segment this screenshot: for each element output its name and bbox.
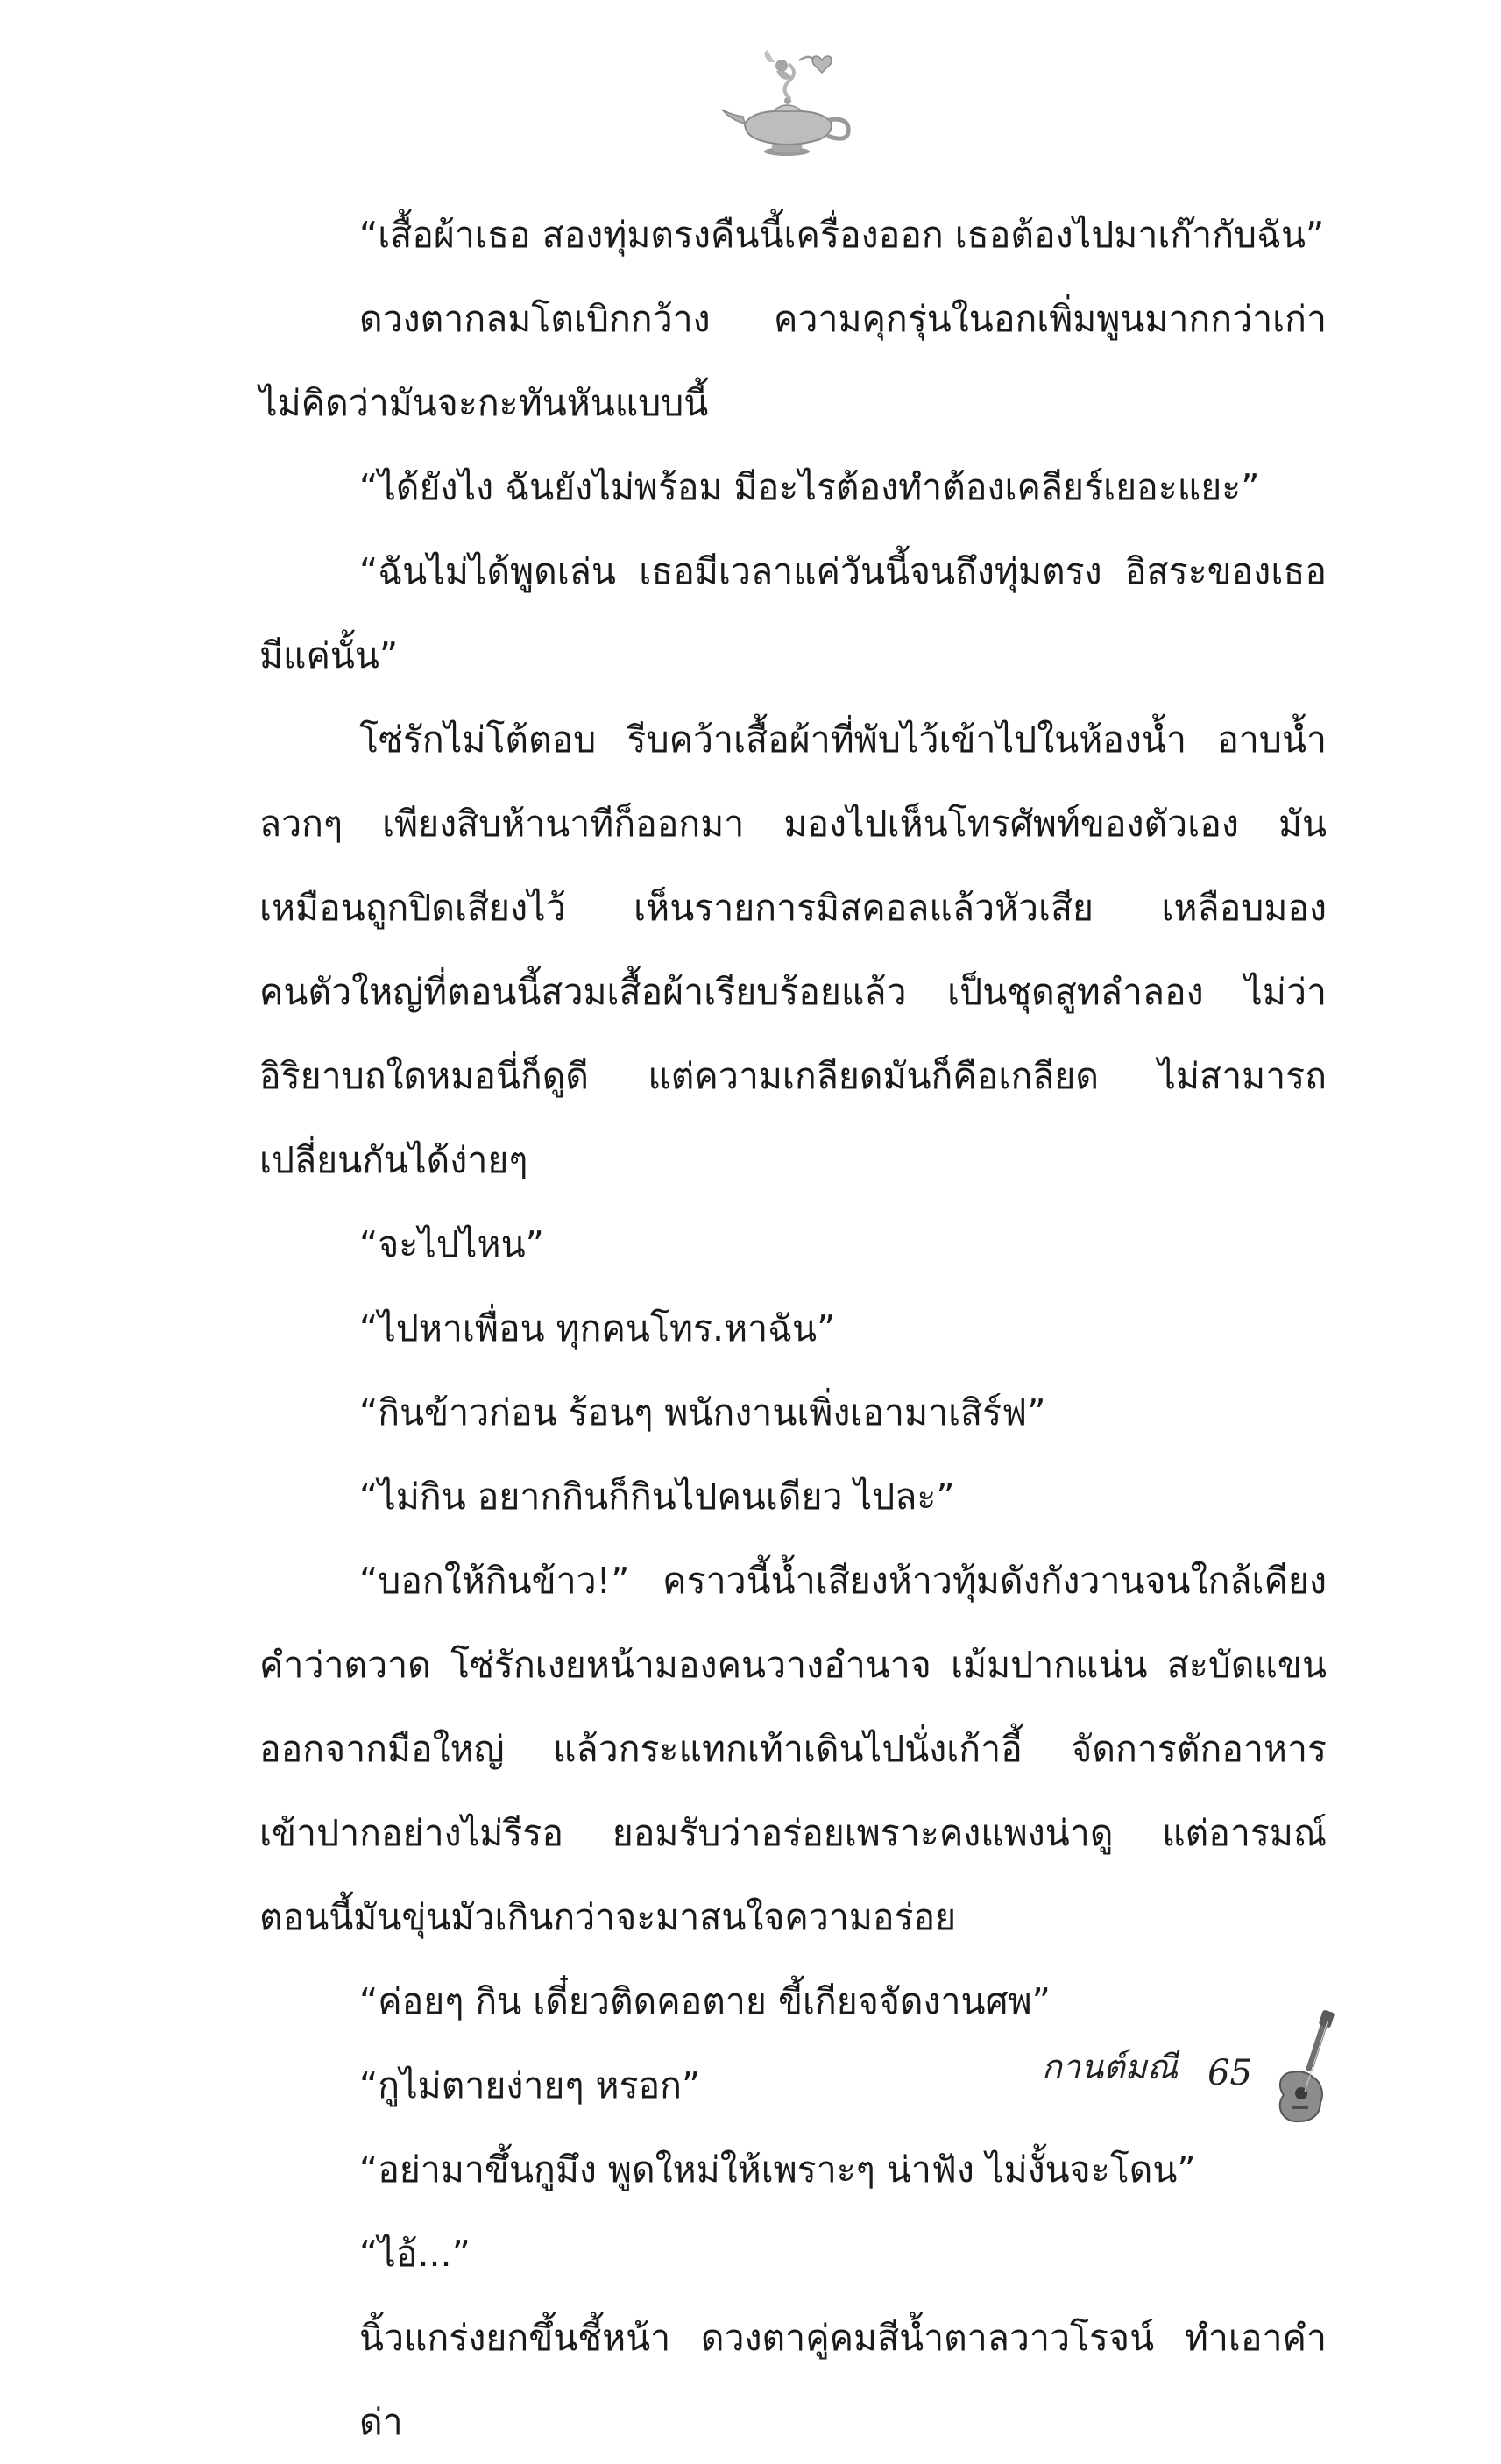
text-line: นิ้วแกร่งยกขึ้นชี้หน้า ดวงตาคู่คมสีน้ำตาลวาวโรจน์ ทำเอาคำด่า: [359, 2317, 1327, 2443]
text-line: เปลี่ยนกันได้ง่ายๆ: [259, 1139, 528, 1181]
text-line: “อย่ามาขึ้นกูมึง พูดใหม่ให้เพราะๆ น่าฟัง ไม่งั้นจะโดน”: [359, 2149, 1196, 2191]
text-line: โซ่รักไม่โต้ตอบ รีบคว้าเสื้อผ้าที่พับไว้เข้าไปในห้องน้ำ อาบน้ำ: [359, 719, 1327, 761]
text-line: ลวกๆ เพียงสิบห้านาทีก็ออกมา มองไปเห็นโทรศัพท์ของตัวเอง มัน: [259, 803, 1327, 845]
text-line: มีแค่นั้น”: [259, 634, 399, 676]
text-line: “ฉันไม่ได้พูดเล่น เธอมีเวลาแค่วันนี้จนถึงทุ่มตรง อิสระของเธอ: [359, 550, 1327, 592]
text-line: ตอนนี้มันขุ่นมัวเกินกว่าจะมาสนใจความอร่อย: [259, 1896, 957, 1938]
text-line: ไม่คิดว่ามันจะกะทันหันแบบนี้: [259, 382, 709, 424]
text-line: คนตัวใหญ่ที่ตอนนี้สวมเสื้อผ้าเรียบร้อยแล้ว เป็นชุดสูทลำลอง ไม่ว่า: [259, 971, 1327, 1013]
text-line: “ไปหาเพื่อน ทุกคนโทร.หาฉัน”: [359, 1307, 836, 1349]
text-line: คำว่าตวาด โซ่รักเงยหน้ามองคนวางอำนาจ เม้มปากแน่น สะบัดแขน: [259, 1644, 1327, 1686]
text-line: เหมือนถูกปิดเสียงไว้ เห็นรายการมิสคอลแล้วหัวเสีย เหลือบมอง: [259, 887, 1327, 929]
footer-book-title: กานต์มณี: [1041, 2048, 1179, 2086]
genie-lamp-with-cupid-icon: [719, 48, 859, 162]
acoustic-guitar-icon: [1273, 2011, 1343, 2125]
page-number: 65: [1207, 2053, 1252, 2093]
text-line: “ได้ยังไง ฉันยังไม่พร้อม มีอะไรต้องทำต้องเคลียร์เยอะแยะ”: [359, 466, 1260, 508]
page-footer: [1042, 2011, 1343, 2125]
text-line: “ไอ้...”: [359, 2233, 471, 2275]
text-line: ออกจากมือใหญ่ แล้วกระแทกเท้าเดินไปนั่งเก้าอี้ จัดการตักอาหาร: [259, 1728, 1327, 1770]
text-line: “ไม่กิน อยากกินก็กินไปคนเดียว ไปละ”: [359, 1476, 955, 1518]
text-line: “ค่อยๆ กิน เดี๋ยวติดคอตาย ขี้เกียจจัดงานศพ”: [359, 1980, 1051, 2022]
text-line: “บอกให้กินข้าว!” คราวนี้น้ำเสียงห้าวทุ้มดังกังวานจนใกล้เคียง: [359, 1560, 1327, 1602]
text-line: ดวงตากลมโตเบิกกว้าง ความคุกรุ่นในอกเพิ่มพูนมากกว่าเก่า: [359, 298, 1327, 340]
text-line: “จะไปไหน”: [359, 1223, 544, 1265]
text-line: “เสื้อผ้าเธอ สองทุ่มตรงคืนนี้เครื่องออก เธอต้องไปมาเก๊ากับฉัน”: [359, 214, 1325, 256]
text-line: เข้าปากอย่างไม่รีรอ ยอมรับว่าอร่อยเพราะคงแพงน่าดู แต่อารมณ์: [259, 1812, 1327, 1854]
text-line: “กินข้าวก่อน ร้อนๆ พนักงานเพิ่งเอามาเสิร์ฟ”: [359, 1391, 1046, 1434]
text-line: อิริยาบถใดหมอนี่ก็ดูดี แต่ความเกลียดมันก็คือเกลียด ไม่สามารถ: [259, 1055, 1327, 1097]
text-line: “กูไม่ตายง่ายๆ หรอก”: [359, 2064, 701, 2106]
